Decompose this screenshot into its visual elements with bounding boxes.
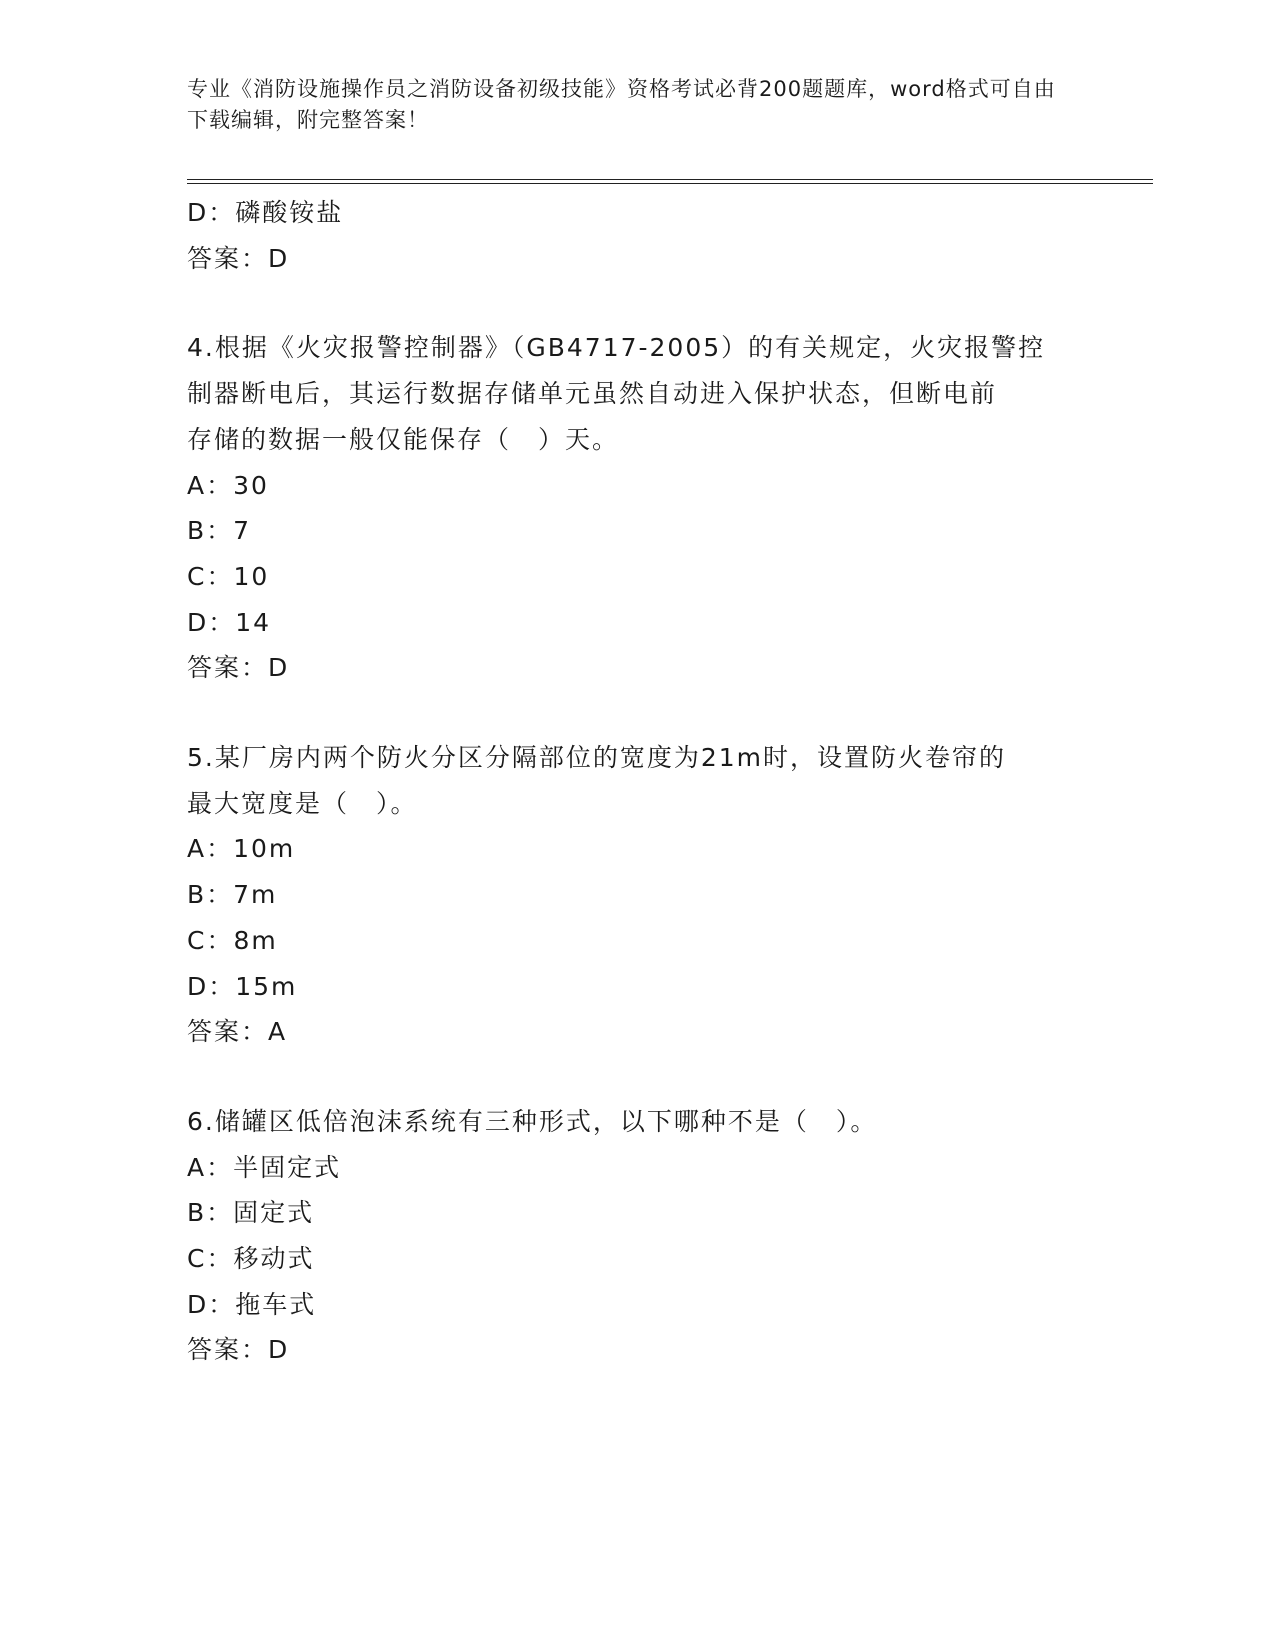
answer-label: 答案：D — [187, 653, 290, 683]
question-spacer — [187, 1055, 1087, 1099]
option-b: B：固定式 — [187, 1198, 315, 1228]
question-spacer — [187, 281, 1087, 325]
option-d: D：磷酸铵盐 — [187, 198, 344, 227]
question-stem: 制器断电后，其运行数据存储单元虽然自动进入保护状态，但断电前 — [187, 379, 998, 409]
answer-label: 答案：D — [187, 1335, 290, 1365]
question-block-4 — [187, 325, 1087, 691]
option-c: C：移动式 — [187, 1244, 315, 1274]
option-c: C：8m — [187, 925, 278, 955]
document-title: 专业《消防设施操作员之消防设备初级技能》资格考试必背200题题库，word格式可自由下载编辑，附完整答案！ — [187, 77, 1056, 132]
question-block-6 — [187, 1099, 1087, 1373]
answer-label: 答案：A — [187, 1017, 288, 1047]
page-header — [187, 74, 1067, 136]
question-stem: 存储的数据一般仅能保存（ ）天。 — [187, 424, 620, 454]
question-stem: 5.某厂房内两个防火分区分隔部位的宽度为21m时，设置防火卷帘的 — [187, 743, 1007, 773]
option-a: A：30 — [187, 470, 269, 500]
question-block-3-tail — [187, 190, 1087, 281]
question-list — [187, 190, 1087, 1373]
answer-label: 答案：D — [187, 243, 290, 273]
option-b: B：7m — [187, 880, 278, 910]
option-d: D：拖车式 — [187, 1289, 317, 1319]
option-b: B：7 — [187, 516, 252, 546]
question-stem: 4.根据《火灾报警控制器》（GB4717-2005）的有关规定，火灾报警控 — [187, 333, 1046, 363]
option-a: A：半固定式 — [187, 1152, 342, 1182]
question-stem: 6.储罐区低倍泡沫系统有三种形式，以下哪种不是（ ）。 — [187, 1106, 878, 1136]
option-d: D：14 — [187, 607, 272, 637]
question-spacer — [187, 691, 1087, 735]
option-a: A：10m — [187, 834, 296, 864]
option-d: D：15m — [187, 971, 298, 1001]
question-stem: 最大宽度是（ ）。 — [187, 788, 418, 818]
header-divider — [187, 179, 1153, 184]
option-c: C：10 — [187, 561, 270, 591]
question-block-5 — [187, 735, 1087, 1055]
